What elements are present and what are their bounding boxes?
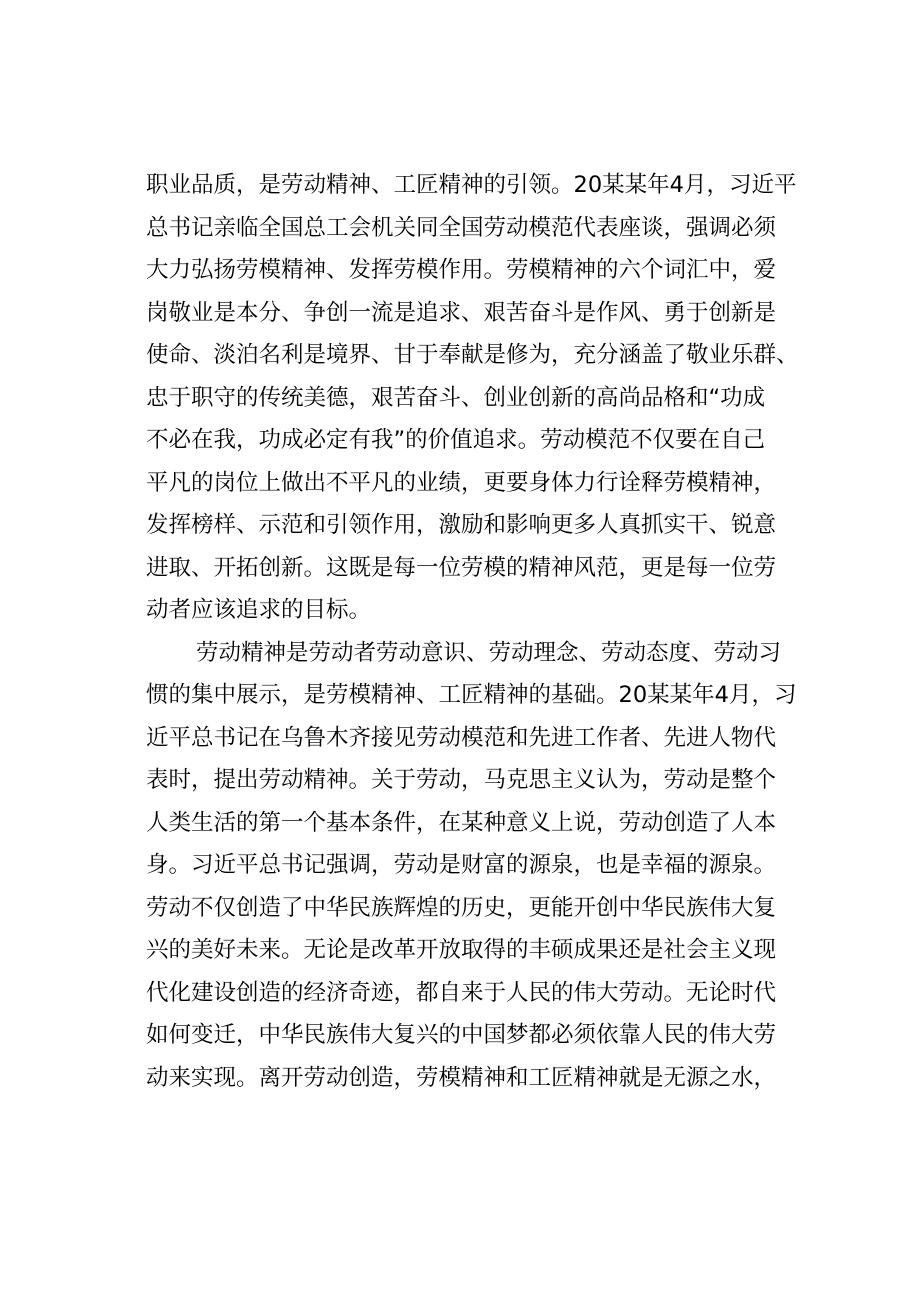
text-line: 人类生活的第一个基本条件，在某种意义上说，劳动创造了人本 — [146, 809, 777, 836]
text-line: 大力弘扬劳模精神、发挥劳模作用。劳模精神的六个词汇中，爱 — [146, 257, 777, 283]
text-line: 如何变迁，中华民族伟大复兴的中国梦都必须依靠人民的伟大劳 — [146, 1022, 777, 1048]
text-line-indented: 劳动精神是劳动者劳动意识、劳动理念、劳动态度、劳动习 — [196, 639, 782, 666]
text-line: 动者应该追求的目标。 — [146, 597, 372, 623]
text-line: 发挥榜样、示范和引领作用，激励和影响更多人真抓实干、锐意 — [146, 512, 777, 538]
document-body — [146, 164, 806, 1099]
text-line: 职业品质，是劳动精神、工匠精神的引领。20某某年4月，习近平 — [146, 172, 797, 198]
text-line: 使命、淡泊名利是境界、甘于奉献是修为，充分涵盖了敬业乐群、 — [146, 342, 799, 368]
text-line: 身。习近平总书记强调，劳动是财富的源泉，也是幸福的源泉。 — [146, 852, 777, 878]
text-line: 不必在我，功成必定有我”的价值追求。劳动模范不仅要在自己 — [146, 427, 766, 453]
text-line: 动来实现。离开劳动创造，劳模精神和工匠精神就是无源之水， — [146, 1064, 777, 1091]
text-line: 平凡的岗位上做出不平凡的业绩，更要身体力行诠释劳模精神， — [146, 469, 777, 496]
text-line: 惯的集中展示，是劳模精神、工匠精神的基础。20某某年4月，习 — [146, 682, 797, 708]
text-line: 代化建设创造的经济奇迹，都自来于人民的伟大劳动。无论时代 — [146, 979, 777, 1006]
text-line: 劳动不仅创造了中华民族辉煌的历史，更能开创中华民族伟大复 — [146, 894, 777, 921]
text-line: 表时，提出劳动精神。关于劳动，马克思主义认为，劳动是整个 — [146, 767, 777, 793]
text-line: 进取、开拓创新。这既是每一位劳模的精神风范，更是每一位劳 — [146, 554, 777, 581]
paragraph-2 — [146, 632, 806, 1100]
text-line: 近平总书记在乌鲁木齐接见劳动模范和先进工作者、先进人物代 — [146, 724, 777, 751]
paragraph-1 — [146, 164, 806, 632]
text-line: 总书记亲临全国总工会机关同全国劳动模范代表座谈，强调必须 — [146, 214, 777, 241]
text-line: 岗敬业是本分、争创一流是追求、艰苦奋斗是作风、勇于创新是 — [146, 299, 777, 326]
text-line: 忠于职守的传统美德，艰苦奋斗、创业创新的高尚品格和“功成 — [146, 384, 766, 411]
text-line: 兴的美好未来。无论是改革开放取得的丰硕成果还是社会主义现 — [146, 937, 777, 963]
